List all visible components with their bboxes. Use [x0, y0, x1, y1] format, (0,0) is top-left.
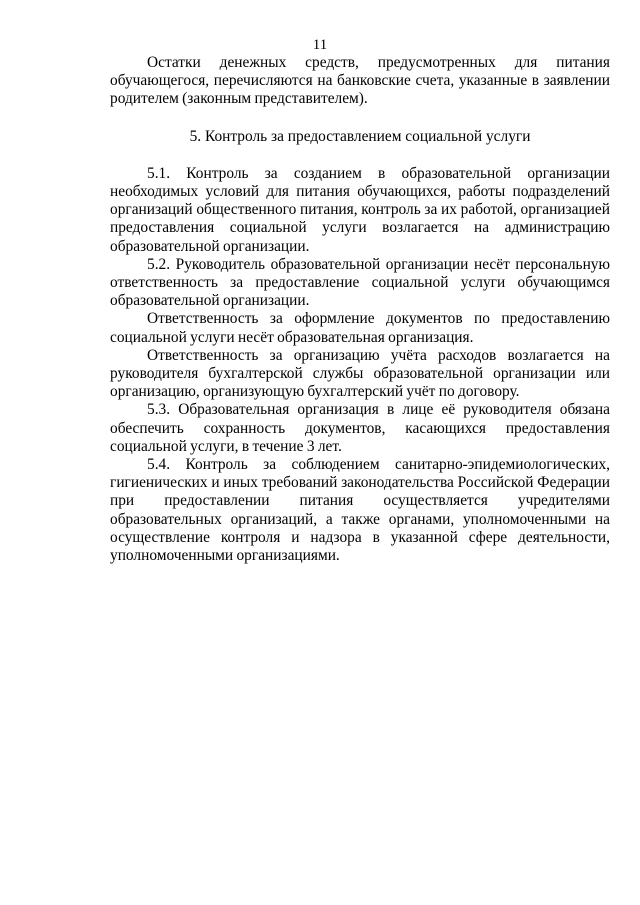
paragraph-5-4: 5.4. Контроль за соблюдением санитарно-эпидемиологических, гигиенических и иных требований законодательства Российской Федерации при предоставлении питания осуществляется учредителями образовательных организаций, а также органами, уполномоченными на осуществление контроля и надзора в указанной сфере деятельности, уполномоченными организациями. [110, 456, 610, 565]
intro-paragraph: Остатки денежных средств, предусмотренных для питания обучающегося, перечисляются на банковские счета, указанные в заявлении родителем (законным представителем). [110, 54, 610, 108]
paragraph-5-2: 5.2. Руководитель образовательной организации несёт персональную ответственность за предоставление социальной услуги обучающимся образовательной организации. [110, 255, 610, 310]
paragraph-accounting-responsibility: Ответственность за организацию учёта расходов возлагается на руководителя бухгалтерской службы образовательной организации или организацию, организующую бухгалтерский учёт по договору. [110, 346, 610, 401]
section-heading: 5. Контроль за предоставлением социальной услуги [189, 127, 531, 145]
document-body [110, 54, 610, 565]
paragraph-documents-responsibility: Ответственность за оформление документов по предоставлению социальной услуги несёт образовательная организация. [110, 310, 610, 346]
page-number: 11 [312, 37, 328, 53]
paragraph-5-3: 5.3. Образовательная организация в лице её руководителя обязана обеспечить сохранность документов, касающихся предоставления социальной услуги, в течение 3 лет. [110, 401, 610, 455]
paragraph-5-1: 5.1. Контроль за созданием в образовательной организации необходимых условий для питания обучающихся, работы подразделений организаций общественного питания, контроль за их работой, организацией предоставления социальной услуги возлагается на администрацию образовательной организации. [110, 164, 610, 255]
